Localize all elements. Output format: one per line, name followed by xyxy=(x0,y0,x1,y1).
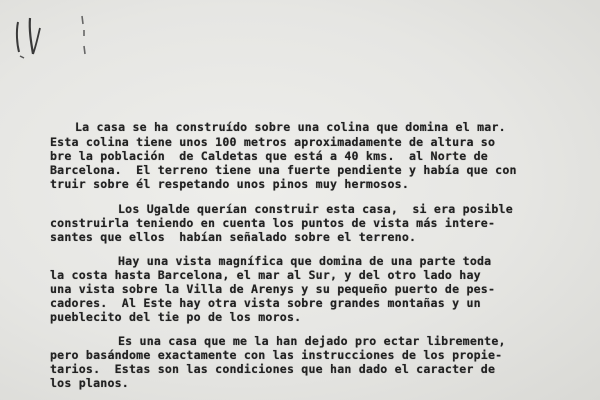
text-line: La casa se ha construído sobre una colina que domina el mar. xyxy=(75,120,506,134)
text-line: Barcelona. El terreno tiene una fuerte pendiente y había que con xyxy=(50,163,517,177)
text-line: una vista sobre la Villa de Arenys y su pequeño puerto de pes- xyxy=(50,282,496,296)
text-line: construirla teniendo en cuenta los puntos de vista más intere- xyxy=(50,216,496,230)
text-line: Los Ugalde querían construir esta casa, si era posible xyxy=(118,202,513,216)
text-line: Esta colina tiene unos 100 metros aproximadamente de altura so xyxy=(50,135,496,149)
text-line: cadores. Al Este hay otra vista sobre grandes montañas y un xyxy=(50,296,481,310)
text-line: bre la población de Caldetas que está a 40 kms. al Norte de xyxy=(50,149,488,163)
text-line: pueblecito del tie po de los moros. xyxy=(50,310,302,324)
text-line: tarios. Estas son las condiciones que han dado el caracter de xyxy=(50,362,496,376)
text-line: santes que ellos habían señalado sobre el terreno. xyxy=(50,230,417,244)
text-line: la costa hasta Barcelona, el mar al Sur, y del otro lado hay xyxy=(50,268,481,282)
text-line: Hay una vista magnífica que domina de una parte toda xyxy=(118,254,492,268)
text-line: pero basándome exactamente con las instrucciones de los propie- xyxy=(50,348,503,362)
text-line: truir sobre él respetando unos pinos muy hermosos. xyxy=(50,177,410,191)
text-line: los planos. xyxy=(50,376,129,390)
text-line: Es una casa que me la han dejado pro ectar libremente, xyxy=(118,334,506,348)
